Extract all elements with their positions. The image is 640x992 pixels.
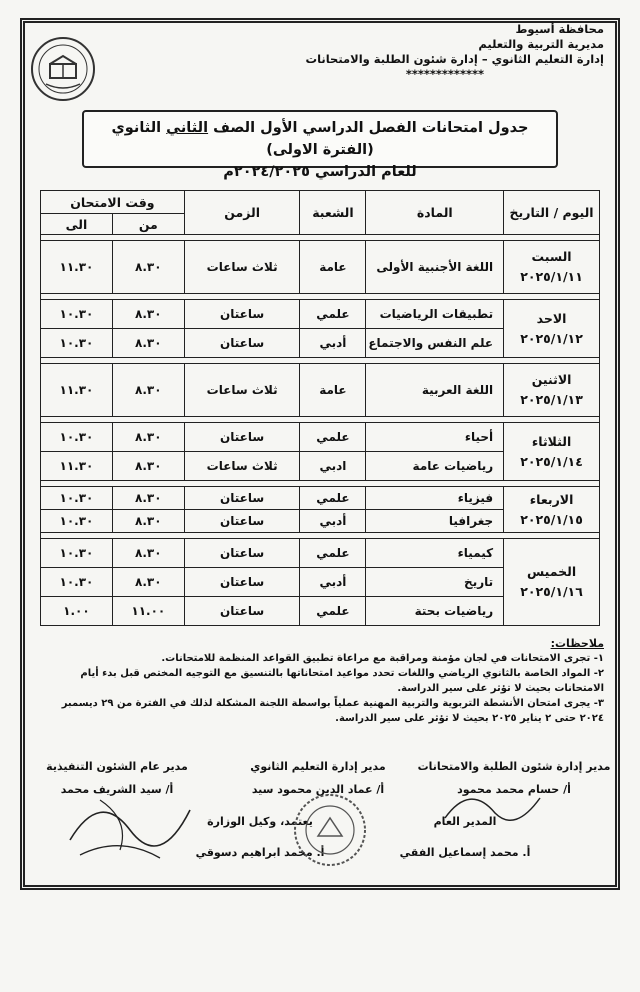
- from-cell: ٨.٣٠: [112, 300, 184, 329]
- branch-cell: عامة: [300, 241, 366, 294]
- signature-scribble-icon: [440, 778, 550, 838]
- to-cell: ١٠.٣٠: [41, 539, 113, 568]
- branch-cell: ادبي: [300, 452, 366, 481]
- day-cell: الخميس ٢٠٢٥/١/١٦: [504, 539, 600, 626]
- table-row: [41, 300, 600, 329]
- notes-title: ملاحظات:: [550, 637, 604, 650]
- signature-name: أ/ سيد الشريف محمد: [60, 783, 174, 796]
- subject-cell: كيمياء: [366, 539, 504, 568]
- notes-section: [34, 636, 604, 726]
- subject-cell: أحياء: [366, 423, 504, 452]
- duration-cell: ساعتان: [184, 597, 300, 626]
- duration-cell: ساعتان: [184, 568, 300, 597]
- subject-cell: تاريخ: [366, 568, 504, 597]
- subject-cell: اللغة الأجنبية الأولى: [366, 241, 504, 294]
- day-cell: الثلاثاء ٢٠٢٥/١/١٤: [504, 423, 600, 481]
- subject-cell: علم النفس والاجتماع: [366, 329, 504, 358]
- duration-cell: ساعتان: [184, 539, 300, 568]
- from-cell: ٨.٣٠: [112, 568, 184, 597]
- subject-cell: فيزياء: [366, 487, 504, 510]
- schedule-title: [82, 110, 558, 180]
- table-row: [41, 423, 600, 452]
- signature-scribble-icon: [60, 780, 210, 870]
- header-day-date: اليوم / التاريخ: [504, 191, 600, 235]
- day-cell: الاربعاء ٢٠٢٥/١/١٥: [504, 487, 600, 533]
- note-item: ٣- يجرى امتحان الأنشطة التربوية والتربية المهنية عملياً بواسطة اللجنة المشكلة لذلك في الفترة من ٢٩ ديسمبر ٢٠٢٤ حتى ٢ يناير ٢٠٢٥ بحيث لا تؤثر على سير الدراسة.: [61, 698, 604, 724]
- to-cell: ١.٠٠: [41, 597, 113, 626]
- duration-cell: ساعتان: [184, 300, 300, 329]
- to-cell: ١٠.٣٠: [41, 568, 113, 597]
- to-cell: ١٠.٣٠: [41, 510, 113, 533]
- from-cell: ٨.٣٠: [112, 423, 184, 452]
- to-cell: ١٠.٣٠: [41, 423, 113, 452]
- title-part-1: جدول امتحانات الفصل الدراسي الأول الصف: [208, 120, 529, 136]
- from-cell: ٨.٣٠: [112, 452, 184, 481]
- day-cell: السبت ٢٠٢٥/١/١١: [504, 241, 600, 294]
- from-cell: ٨.٣٠: [112, 329, 184, 358]
- header-from: من: [112, 214, 184, 235]
- day-cell: الاثنين ٢٠٢٥/١/١٣: [504, 364, 600, 417]
- from-cell: ٨.٣٠: [112, 510, 184, 533]
- duration-cell: ساعتان: [184, 423, 300, 452]
- duration-cell: ساعتان: [184, 329, 300, 358]
- title-part-2: الثانوي (الفترة الاولى): [111, 120, 374, 158]
- branch-cell: علمي: [300, 597, 366, 626]
- subject-cell: رياضيات بحتة: [366, 597, 504, 626]
- signature-title: مدير عام الشئون التنفيذية: [46, 760, 188, 773]
- table-row: [41, 539, 600, 568]
- header-to: الى: [41, 214, 113, 235]
- note-item: ٢- المواد الخاصة بالثانوي الرياضي واللغات تحدد مواعيد امتحاناتها بالتنسيق مع التوجيه المختص قبل بدء أيام الامتحانات بحيث لا تؤثر على سير الدراسة.: [80, 668, 604, 694]
- branch-cell: أدبي: [300, 568, 366, 597]
- academic-year: للعام الدراسي ٢٠٢٤/٢٠٢٥م: [223, 164, 417, 180]
- governorate: محافظة أسيوط: [515, 22, 604, 36]
- table-row: [41, 487, 600, 510]
- to-cell: ١٠.٣٠: [41, 329, 113, 358]
- table-row: [41, 241, 600, 294]
- signature-name: أ. محمد ابراهيم دسوقي: [195, 846, 325, 859]
- from-cell: ٨.٣٠: [112, 364, 184, 417]
- signature-title: يعتمد، وكيل الوزارة: [207, 815, 313, 828]
- from-cell: ٨.٣٠: [112, 241, 184, 294]
- branch-cell: علمي: [300, 487, 366, 510]
- duration-cell: ساعتان: [184, 510, 300, 533]
- branch-cell: علمي: [300, 539, 366, 568]
- day-cell: الاحد ٢٠٢٥/١/١٢: [504, 300, 600, 358]
- duration-cell: ثلاث ساعات: [184, 241, 300, 294]
- department: إدارة التعليم الثانوي – إدارة شئون الطلبة والامتحانات: [305, 52, 604, 66]
- signature-title: المدير العام: [433, 815, 497, 828]
- table-row: [41, 364, 600, 417]
- document-header: [274, 22, 604, 82]
- duration-cell: ساعتان: [184, 487, 300, 510]
- duration-cell: ثلاث ساعات: [184, 452, 300, 481]
- signature-name: أ. محمد إسماعيل الفقي: [399, 846, 531, 859]
- official-stamp-icon: [290, 790, 370, 870]
- header-stars: *************: [405, 67, 484, 81]
- branch-cell: عامة: [300, 364, 366, 417]
- branch-cell: علمي: [300, 423, 366, 452]
- subject-cell: تطبيقات الرياضيات: [366, 300, 504, 329]
- branch-cell: أدبي: [300, 510, 366, 533]
- exam-schedule-table: [40, 190, 600, 626]
- branch-cell: أدبي: [300, 329, 366, 358]
- to-cell: ١١.٣٠: [41, 364, 113, 417]
- from-cell: ٨.٣٠: [112, 539, 184, 568]
- signature-name: أ/ عماد الدين محمود سيد: [251, 783, 385, 796]
- header-duration: الزمن: [184, 191, 300, 235]
- signature-name: أ/ حسام محمد محمود: [457, 783, 571, 796]
- to-cell: ١٠.٣٠: [41, 300, 113, 329]
- signature-title: مدير إدارة التعليم الثانوي: [250, 760, 386, 773]
- header-exam-time: وقت الامتحان: [41, 191, 185, 214]
- header-branch: الشعبة: [300, 191, 366, 235]
- subject-cell: رياضيات عامة: [366, 452, 504, 481]
- to-cell: ١١.٣٠: [41, 241, 113, 294]
- to-cell: ١٠.٣٠: [41, 487, 113, 510]
- signature-title: مدير إدارة شئون الطلبة والامتحانات: [417, 760, 611, 773]
- header-subject: المادة: [366, 191, 504, 235]
- note-item: ١- تجرى الامتحانات في لجان مؤمنة ومراقبة مع مراعاة تطبيق القواعد المنظمة للامتحانات.: [161, 653, 604, 664]
- from-cell: ٨.٣٠: [112, 487, 184, 510]
- from-cell: ١١.٠٠: [112, 597, 184, 626]
- subject-cell: جغرافيا: [366, 510, 504, 533]
- directorate: مديرية التربية والتعليم: [478, 37, 604, 51]
- title-underlined: الثاني: [166, 120, 209, 136]
- branch-cell: علمي: [300, 300, 366, 329]
- ministry-logo-icon: [28, 34, 98, 104]
- duration-cell: ثلاث ساعات: [184, 364, 300, 417]
- to-cell: ١١.٣٠: [41, 452, 113, 481]
- subject-cell: اللغة العربية: [366, 364, 504, 417]
